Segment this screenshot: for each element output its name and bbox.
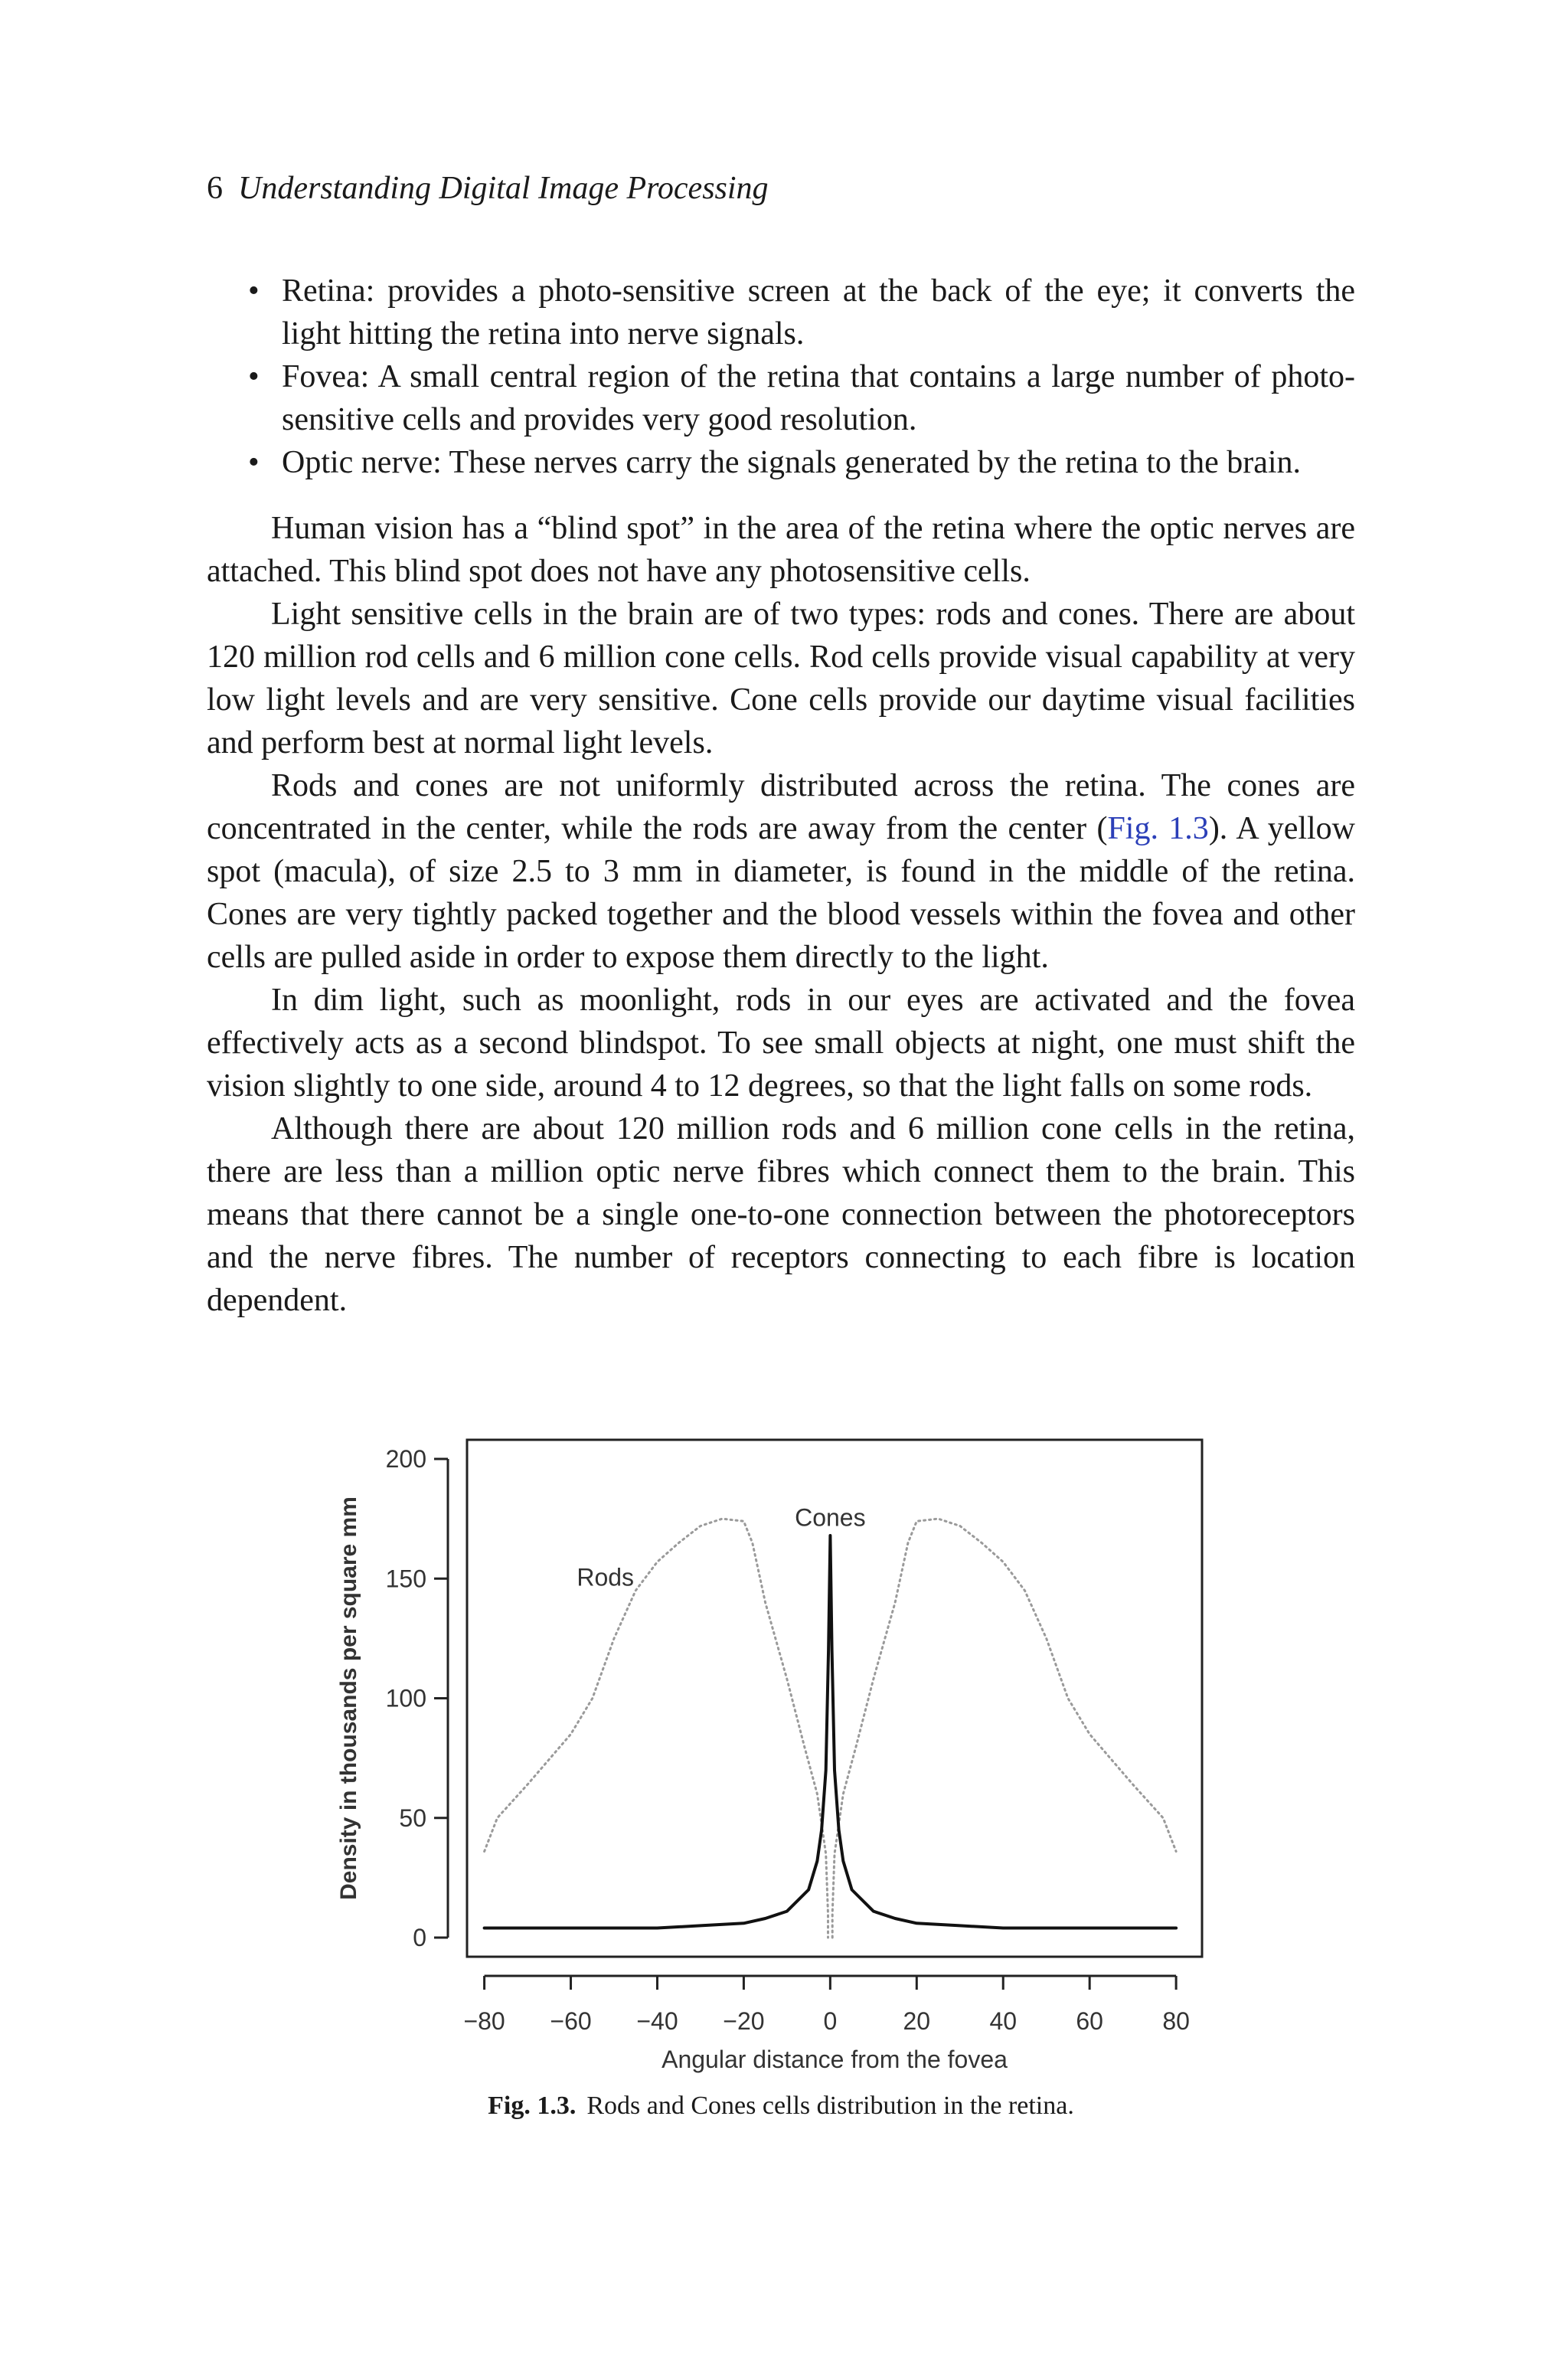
x-tick-label: 60 bbox=[1076, 2007, 1103, 2035]
bullet-list bbox=[207, 270, 1355, 484]
paragraph-text: Rods and cones are not uniformly distributed across the retina. The cones are concentrated in the center, while the rods are away from the center ( bbox=[207, 768, 1355, 846]
figure-reference-link[interactable]: Fig. 1.3 bbox=[1107, 811, 1209, 846]
paragraph-blind-spot: Human vision has a “blind spot” in the area of the retina where the optic nerves are attached. This blind spot does not have any photosensitive cells. bbox=[207, 511, 1355, 589]
y-tick-label: 100 bbox=[385, 1684, 426, 1712]
page-body bbox=[207, 270, 1355, 1322]
y-tick-label: 0 bbox=[413, 1924, 426, 1951]
bullet-item-fovea bbox=[207, 355, 1355, 441]
paragraph-optic-fibres: Although there are about 120 million rods and 6 million cone cells in the retina, there are less than a million optic nerve fibres which connect them to the brain. This means that there cannot be a single one-to-one connection between the photoreceptors and the nerve fibres. The number of receptors connecting to each fibre is location dependent. bbox=[207, 1111, 1355, 1318]
paragraph-distribution bbox=[207, 764, 1355, 979]
bullet-text: Optic nerve: These nerves carry the signals generated by the retina to the brain. bbox=[282, 445, 1302, 480]
bullet-icon: • bbox=[248, 359, 260, 394]
annotation-cones: Cones bbox=[795, 1503, 866, 1532]
annotation-rods: Rods bbox=[577, 1563, 635, 1591]
page-number: 6 bbox=[207, 171, 223, 206]
series-line-rods bbox=[832, 1519, 1176, 1938]
series-line-rods bbox=[485, 1519, 828, 1938]
caption-number: Fig. 1.3. bbox=[488, 2092, 577, 2120]
x-tick-label: −60 bbox=[550, 2007, 592, 2035]
y-axis-label: Density in thousands per square mm bbox=[336, 1496, 361, 1900]
bullet-text: Retina: provides a photo-sensitive screen at the back of the eye; it converts the light hitting the retina into nerve signals. bbox=[282, 273, 1355, 352]
bullet-item-optic-nerve bbox=[207, 441, 1355, 484]
y-tick-label: 150 bbox=[385, 1565, 426, 1593]
figure-caption bbox=[207, 2089, 1355, 2123]
paragraph-text: ). A yellow spot (macula), of size 2.5 to 3 mm in diameter, is found in the middle of the retina. Cones are very tightly packed together and the blood vessels within the fovea and other cells are pulled aside in order to expose them directly to the light. bbox=[207, 811, 1355, 975]
y-tick-label: 50 bbox=[399, 1804, 426, 1832]
x-tick-label: −20 bbox=[723, 2007, 765, 2035]
figure-1-3 bbox=[329, 1417, 1248, 2075]
caption-text: Rods and Cones cells distribution in the retina. bbox=[586, 2092, 1074, 2120]
bullet-item-retina bbox=[207, 270, 1355, 355]
x-tick-label: 20 bbox=[903, 2007, 931, 2035]
bullet-text: Fovea: A small central region of the retina that contains a large number of photo-sensitive cells and provides very good resolution. bbox=[282, 359, 1355, 437]
y-tick-label: 200 bbox=[385, 1445, 426, 1473]
series-line-cones bbox=[485, 1536, 1177, 1928]
x-tick-label: 0 bbox=[823, 2007, 838, 2035]
running-title: Understanding Digital Image Processing bbox=[238, 171, 769, 206]
x-tick-label: 40 bbox=[989, 2007, 1018, 2035]
x-tick-label: −80 bbox=[463, 2007, 505, 2035]
running-head bbox=[207, 167, 769, 210]
bullet-icon: • bbox=[248, 445, 260, 480]
bullet-icon: • bbox=[248, 273, 260, 309]
paragraph-dim-light: In dim light, such as moonlight, rods in our eyes are activated and the fovea effectively acts as a second blindspot. To see small objects at night, one must shift the vision slightly to one side, around 4 to 12 degrees, so that the light falls on some rods. bbox=[207, 983, 1355, 1104]
x-axis-label: Angular distance from the fovea bbox=[662, 2046, 1008, 2073]
rods-cones-chart bbox=[329, 1417, 1248, 2075]
x-tick-label: 80 bbox=[1162, 2007, 1190, 2035]
paragraph-rods-cones-types: Light sensitive cells in the brain are of two types: rods and cones. There are about 120 million rod cells and 6 million cone cells. Rod cells provide visual capability at very low light levels and are very sensitive. Cone cells provide our daytime visual facilities and perform best at normal light levels. bbox=[207, 597, 1355, 760]
x-tick-label: −40 bbox=[636, 2007, 678, 2035]
